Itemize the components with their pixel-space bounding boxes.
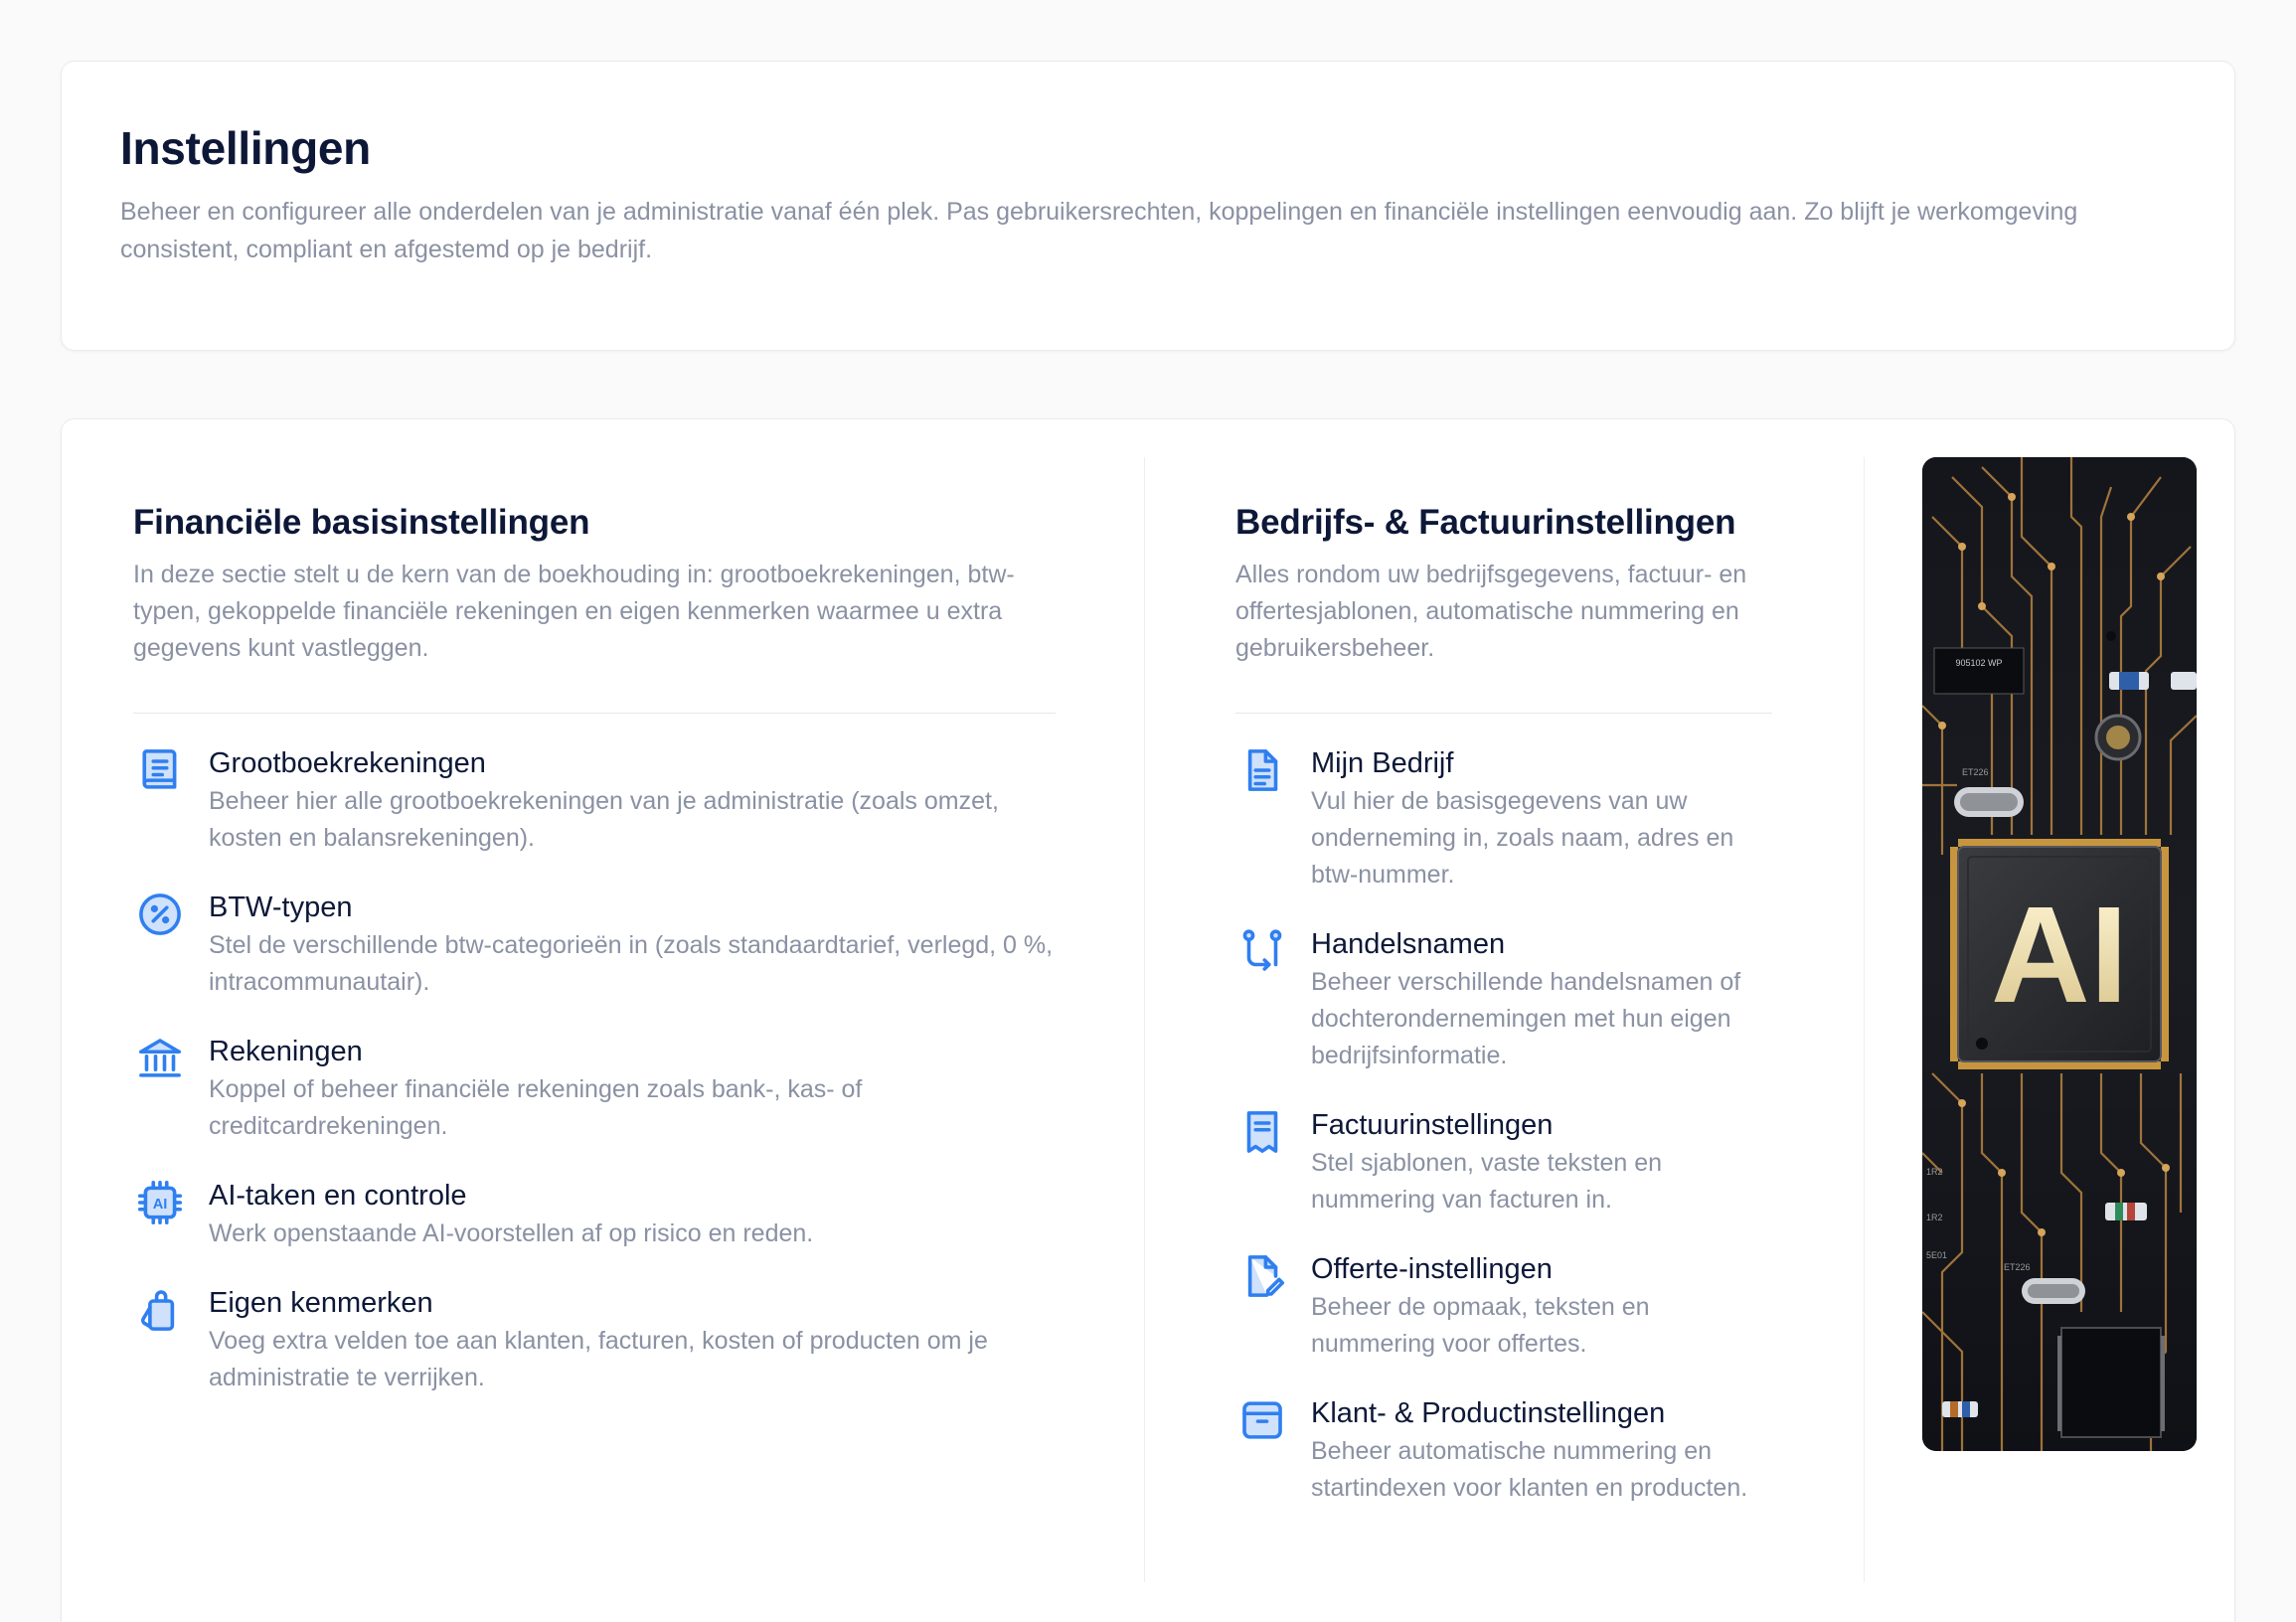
- settings-main-card: [61, 418, 2235, 1622]
- board-label: 1R2: [1926, 1213, 1943, 1222]
- settings-item-title: Factuurinstellingen: [1311, 1109, 1554, 1141]
- settings-item-grootboekrekeningen[interactable]: [133, 745, 1056, 857]
- settings-item-title: Offerte-instellingen: [1311, 1253, 1553, 1285]
- settings-item-offerte-instellingen[interactable]: [1235, 1251, 1772, 1363]
- settings-item-handelsnamen[interactable]: [1235, 926, 1772, 1074]
- settings-item-title: Mijn Bedrijf: [1311, 747, 1454, 779]
- ledger-book-icon: [133, 743, 189, 799]
- settings-item-title: Rekeningen: [209, 1036, 363, 1067]
- settings-item-description: Beheer de opmaak, teksten en nummering voor offertes.: [1311, 1293, 1650, 1358]
- company-section-description: Alles rondom uw bedrijfsgegevens, factuur- en offertesjablonen, automatische nummering en gebruikersbeheer.: [1235, 561, 1747, 662]
- settings-item-mijn-bedrijf[interactable]: [1235, 745, 1772, 893]
- settings-item-factuurinstellingen[interactable]: [1235, 1107, 1772, 1218]
- receipt-icon: [1235, 1105, 1291, 1161]
- branch-icon: [1235, 924, 1291, 980]
- box-icon: [1235, 1393, 1291, 1449]
- company-section-title: Bedrijfs- & Factuurinstellingen: [1235, 503, 1736, 542]
- settings-item-title: AI-taken en controle: [209, 1180, 467, 1212]
- settings-item-rekeningen[interactable]: [133, 1034, 1056, 1145]
- settings-item-ai-taken[interactable]: [133, 1178, 1056, 1252]
- settings-item-title: Handelsnamen: [1311, 928, 1506, 960]
- settings-item-description: Koppel of beheer financiële rekeningen zoals bank-, kas- of creditcardrekeningen.: [209, 1075, 863, 1140]
- board-label: ET226: [2004, 1262, 2031, 1272]
- settings-item-eigen-kenmerken[interactable]: [133, 1285, 1056, 1396]
- svg-text:AI: AI: [152, 1196, 168, 1213]
- board-label: 1R2: [1926, 1167, 1943, 1177]
- document-icon: [1235, 743, 1291, 799]
- settings-item-title: Grootboekrekeningen: [209, 747, 486, 779]
- settings-item-title: Klant- & Productinstellingen: [1311, 1397, 1666, 1429]
- settings-item-description: Stel de verschillende btw-categorieën in (zoals standaardtarief, verlegd, 0 %, intracommunautair).: [209, 931, 1054, 996]
- tag-icon: [133, 1283, 189, 1339]
- ai-chip-icon: [133, 1176, 189, 1231]
- board-label: 5E01: [1926, 1250, 1948, 1260]
- financial-section-title: Financiële basisinstellingen: [133, 503, 590, 542]
- settings-item-title: Eigen kenmerken: [209, 1287, 433, 1319]
- section-divider: [133, 713, 1056, 714]
- settings-item-description: Beheer hier alle grootboekrekeningen van je administratie (zoals omzet, kosten en balansrekeningen).: [209, 787, 999, 852]
- column-divider: [1864, 457, 1865, 1582]
- settings-item-description: Beheer verschillende handelsnamen of dochterondernemingen met hun eigen bedrijfsinformatie.: [1311, 968, 1741, 1069]
- financial-section-description: In deze sectie stelt u de kern van de boekhouding in: grootboekrekeningen, btw-typen, gekoppelde financiële rekeningen en eigen kenmerken waarmee u extra gegevens kunt vastleggen.: [133, 561, 1015, 662]
- financial-settings-section: [133, 457, 1056, 1429]
- chip-label: AI: [1991, 879, 2128, 1032]
- settings-item-klant-productinstellingen[interactable]: [1235, 1395, 1772, 1507]
- bank-icon: [133, 1032, 189, 1087]
- document-edit-icon: [1235, 1249, 1291, 1305]
- company-settings-section: [1235, 457, 1772, 1540]
- settings-item-description: Voeg extra velden toe aan klanten, facturen, kosten of producten om je administratie te verrijken.: [209, 1327, 988, 1391]
- column-divider: [1144, 457, 1145, 1582]
- percent-badge-icon: [133, 888, 189, 943]
- section-divider: [1235, 713, 1772, 714]
- page-description: Beheer en configureer alle onderdelen van je administratie vanaf één plek. Pas gebruikersrechten, koppelingen en financiële instellingen eenvoudig aan. Zo blijft je werkomgeving consistent, compliant en afgestemd op je bedrijf.: [120, 198, 2078, 263]
- settings-item-btw-typen[interactable]: [133, 890, 1056, 1001]
- settings-item-description: Beheer automatische nummering en startindexen voor klanten en producten.: [1311, 1437, 1748, 1502]
- page-title: Instellingen: [120, 122, 371, 174]
- settings-item-description: Stel sjablonen, vaste teksten en nummering van facturen in.: [1311, 1149, 1663, 1214]
- board-label: ET226: [1962, 767, 1989, 777]
- settings-item-description: Werk openstaande AI-voorstellen af op risico en reden.: [209, 1219, 814, 1247]
- settings-item-description: Vul hier de basisgegevens van uw onderneming in, zoals naam, adres en btw-nummer.: [1311, 787, 1734, 889]
- ai-chip-image: [1922, 457, 2197, 1451]
- settings-item-title: BTW-typen: [209, 892, 353, 923]
- settings-header-card: [61, 61, 2235, 351]
- chip-top-label: 905102 WP: [1955, 658, 2003, 668]
